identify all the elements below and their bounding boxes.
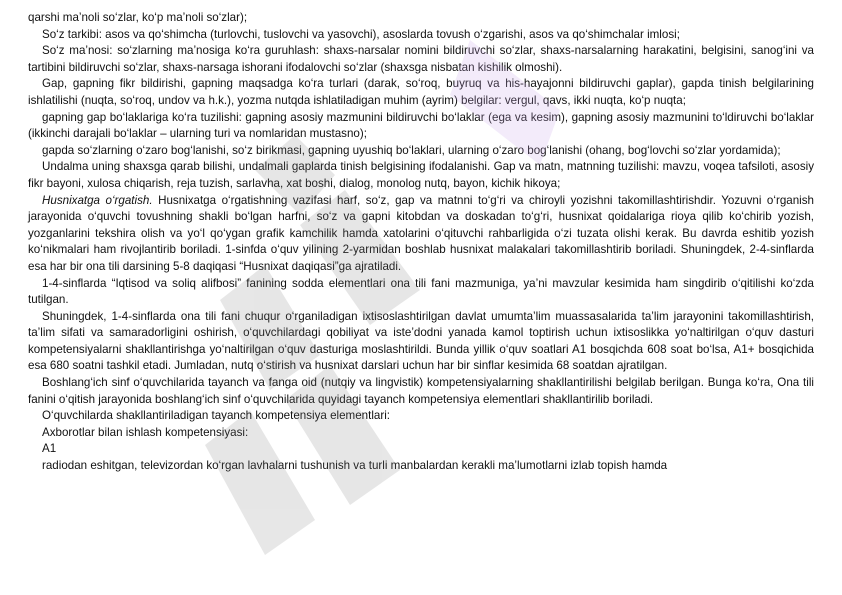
paragraph-1: qarshi ma’noli so‘zlar, ko‘p ma’noli so‘zlar); <box>28 11 248 24</box>
document-page <box>28 10 814 475</box>
paragraph-10: Shuningdek, 1-4-sinflarda ona tili fani chuqur o‘rganiladigan ixtisoslashtirilgan davlat umumta’lim muassasalarida ta’lim jarayonini takomillashtirish, ta’lim sifati va samaradorligini oshirish, o‘quvchilardagi qobiliyat va iste’dodni yanada kamol toptirish uchun ixtisoslikka yo‘naltirilgan o‘quv dasturi kompetensiyalarni shakllantirishga yo‘naltirilgan o‘quv dasturiga moslashtirildi. Bunda yillik o‘quv soatlari A1 bosqichda 608 soat bo‘lsa, A1+ bosqichida esa 680 soatni tashkil etadi. Jumladan, nutq o‘stirish va husnixat darslari uchun har bir sinflar kesimida 68 soatdan ajratilgan. <box>28 309 814 373</box>
paragraph-12: O‘quvchilarda shakllantiriladigan tayanch kompetensiya elementlari: <box>42 409 390 423</box>
paragraph-2: So‘z tarkibi: asos va qo‘shimcha (turlovchi, tuslovchi va yasovchi), asoslarda tovush o‘zgarishi, asos va qo‘shimchalar imlosi; <box>42 27 680 41</box>
paragraph-8-lead: Husnixatga o‘rgatish. <box>42 193 153 207</box>
paragraph-13: Axborotlar bilan ishlash kompetensiyasi: <box>42 425 249 439</box>
paragraph-14: A1 <box>42 442 57 456</box>
paragraph-8 <box>28 193 814 276</box>
paragraph-5: gapning gap bo‘laklariga ko‘ra tuzilishi: gapning asosiy mazmunini bildiruvchi bo‘laklar (ega va kesim), gapning asosiy mazmunini to‘ldiruvchi bo‘laklar (ikkinchi darajali bo‘laklar – ularning turi va nomlaridan mustasno); <box>28 110 814 141</box>
paragraph-8-body: Husnixatga o‘rgatishning vazifasi harf, so‘z, gap va matnni to‘g‘ri va chiroyli yozishni takomillashtirishdir. Yozuvni o‘rganish jarayonida o‘quvchi tovushning shakli bo‘lgan harfni, so‘z va gapni kitobdan va doskadan to‘g‘ri, husnixat qoidalariga rioya qilib ko‘chirib yozish, yozganlarini tekshira olish va yo‘l qo‘ygan grafik kamchilik hamda xatolarini o‘qituvchi rahbarligida o‘zi tuzata olishi kerak. Bu davrda eshitib yozish ko‘nikmalari ham rivojlantirib boriladi. 1-sinfda o‘quv yilining 2-yarmidan boshlab husnixat malakalari takomillashtirib boriladi. Shuningdek, 2-4-sinflarda esa har bir ona tili darsining 5-8 daqiqasi “Husnixat daqiqasi”ga ajratiladi. <box>28 193 814 273</box>
paragraph-6: gapda so‘zlarning o‘zaro bog‘lanishi, so‘z birikmasi, gapning uyushiq bo‘laklari, ularning o‘zaro bog‘lanishi (ohang, bog‘lovchi so‘zlar yordamida); <box>42 143 781 157</box>
paragraph-9: 1-4-sinflarda “Iqtisod va soliq alifbosi” fanining sodda elementlari ona tili fani mazmuniga, ya’ni mavzular kesimida ham singdirib o‘qitilishi ko‘zda tutilgan. <box>28 276 814 307</box>
paragraph-3: So‘z ma’nosi: so‘zlarning ma’nosiga ko‘ra guruhlash: shaxs-narsalar nomini bildiruvchi so‘zlar, shaxs-narsalarning harakatini, belgisini, sanog‘ini va tartibini bildiruvchi so‘zlar, shaxs-narsaga ishorani ifodalovchi so‘zlar (shaxsga nisbatan kishilik olmoshi). <box>28 44 814 74</box>
paragraph-11: Boshlang‘ich sinf o‘quvchilarida tayanch va fanga oid (nutqiy va lingvistik) kompetensiyalarning shakllantirilishi belgilab berilgan. Bunga ko‘ra, Ona tili fanini o‘qitish jarayonida boshlang‘ich sinf o‘quvchilarida quyidagi tayanch kompetensiya elementlari shakllantirilib boriladi. <box>28 376 814 406</box>
paragraph-7: Undalma uning shaxsga qarab bilishi, undalmali gaplarda tinish belgisining ifodalanishi. Gap va matn, matnning tuzilishi: mavzu, voqea tafsiloti, asosiy fikr bayoni, xulosa chiqarish, reja tuzish, sarlavha, xat boshi, dialog, monolog nutq, bayon, kichik hikoya; <box>28 160 814 190</box>
paragraph-15: radiodan eshitgan, televizordan ko‘rgan lavhalarni tushunish va turli manbalardan kerakli ma’lumotlarni izlab topish hamda <box>42 459 668 473</box>
paragraph-4: Gap, gapning fikr bildirishi, gapning maqsadga ko‘ra turlari (darak, so‘roq, buyruq va his-hayajonni bildiruvchi gaplar), gapda tinish belgilarining ishlatilishi (nuqta, so‘roq, undov va h.k.), yozma nutqda ishlatiladigan muhim (ayrim) belgilar: vergul, qavs, ikki nuqta, ko‘p nuqta; <box>28 77 814 107</box>
